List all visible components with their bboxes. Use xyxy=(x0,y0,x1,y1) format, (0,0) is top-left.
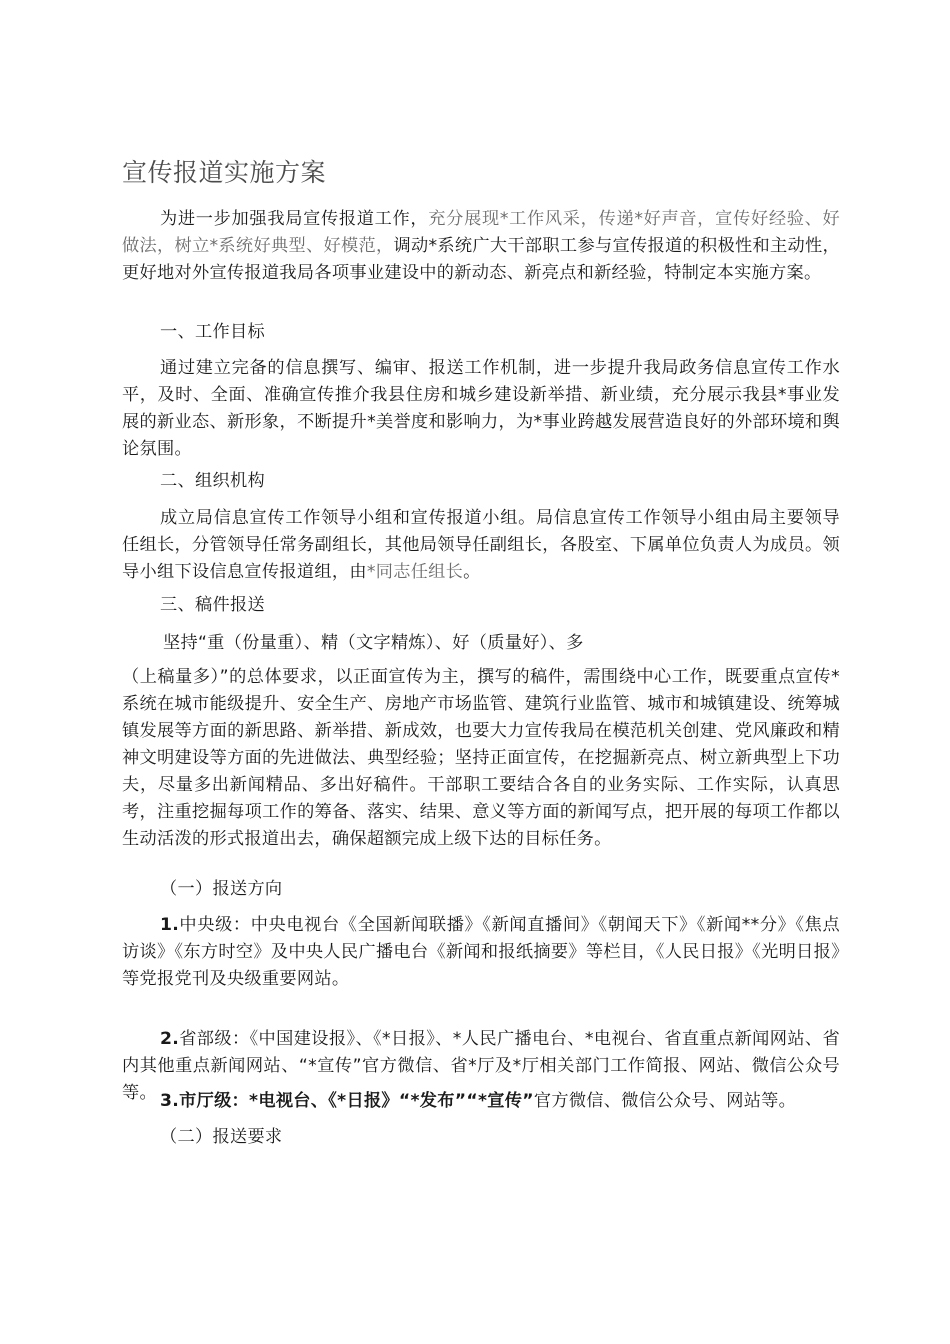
page-title: 宣传报道实施方案 xyxy=(122,158,327,187)
section2-body-end: 。 xyxy=(463,562,481,582)
section1-body: 通过建立完备的信息撰写、编审、报送工作机制，进一步提升我局政务信息宣传工作水平，及时、全面、准确宣传推介我县住房和城乡建设新举措、新业绩，充分展示我县*事业发展的新业态、新形象，不断提升*美誉度和影响力，为*事业跨越发展营造良好的外部环境和舆论氛围。 xyxy=(122,358,840,459)
sub1-item1 xyxy=(122,912,840,993)
sub1-item3-bold: 市厅级：*电视台、《*日报》“*发布”“*宣传” xyxy=(179,1091,534,1111)
section2-body xyxy=(122,505,840,586)
sub1-heading: （一）报送方向 xyxy=(160,879,283,899)
section3-heading: 三、稿件报送 xyxy=(160,595,265,615)
sub1-item2-text: 省部级：《中国建设报》、《*日报》、*人民广播电台、*电视台、省直重点新闻网站、省内其他重点新闻网站、“*宣传”官方微信、省*厅及*厅相关部门工作简报、网站、微信公众号等。 xyxy=(122,1029,840,1103)
section3-body: （上稿量多）”的总体要求，以正面宣传为主，撰写的稿件，需围绕中心工作，既要重点宣传*系统在城市能级提升、安全生产、房地产市场监管、建筑行业监管、城市和城镇建设、统筹城镇发展等方面的新思路、新举措、新成效，也要大力宣传我局在模范机关创建、党风廉政和精神文明建设等方面的先进做法、典型经验；坚持正面宣传，在挖掘新亮点、树立新典型上下功夫，尽量多出新闻精品、多出好稿件。干部职工要结合各自的业务实际、工作实际，认真思考，注重挖掘每项工作的筹备、落实、结果、意义等方面的新闻写点，把开展的每项工作都以生动活泼的形式报道出去，确保超额完成上级下达的目标任务。 xyxy=(122,667,840,849)
sub1-item3 xyxy=(122,1088,840,1115)
intro-part3: 调动*系统广大干部职工参与宣传报道的积极性和主动性，更好地对外宣传报道我局各项事业建设中的新动态、新亮点和新经验，特制定本实施方案。 xyxy=(122,236,840,283)
sub1-item3-num: 3. xyxy=(160,1091,180,1111)
intro-paragraph xyxy=(122,206,840,287)
section3-lead: 坚持“重（份量重）、精（文字精炼）、好（质量好）、多 xyxy=(163,633,584,653)
section1-heading: 一、工作目标 xyxy=(160,322,265,342)
sub1-item3-rest: 官方微信、微信公众号、网站等。 xyxy=(533,1091,797,1111)
sub1-item1-text: 中央级：中央电视台《全国新闻联播》《新闻直播间》《朝闻天下》《新闻**分》《焦点访谈》《东方时空》及中央人民广播电台《新闻和报纸摘要》等栏目，《人民日报》《光明日报》等党报党刊及央级重要网站。 xyxy=(122,915,840,989)
section2-body-main: 成立局信息宣传工作领导小组和宣传报道小组。局信息宣传工作领导小组由局主要领导任组长，分管领导任常务副组长，其他局领导任副组长，各股室、下属单位负责人为成员。领导小组下设信息宣传报道组，由 xyxy=(122,508,840,582)
section2-heading: 二、组织机构 xyxy=(160,471,265,491)
sub1-item1-num: 1. xyxy=(160,915,180,935)
section2-body-gray: *同志任组长 xyxy=(366,562,464,582)
sub2-heading: （二）报送要求 xyxy=(160,1127,283,1147)
intro-part2: 充分展现*工作风采，传递*好声音，宣传好经验、好做法，树立*系统好典型、好模范， xyxy=(122,209,840,256)
intro-part1: 为进一步加强我局宣传报道工作， xyxy=(160,209,429,229)
sub1-item2-num: 2. xyxy=(160,1029,180,1049)
